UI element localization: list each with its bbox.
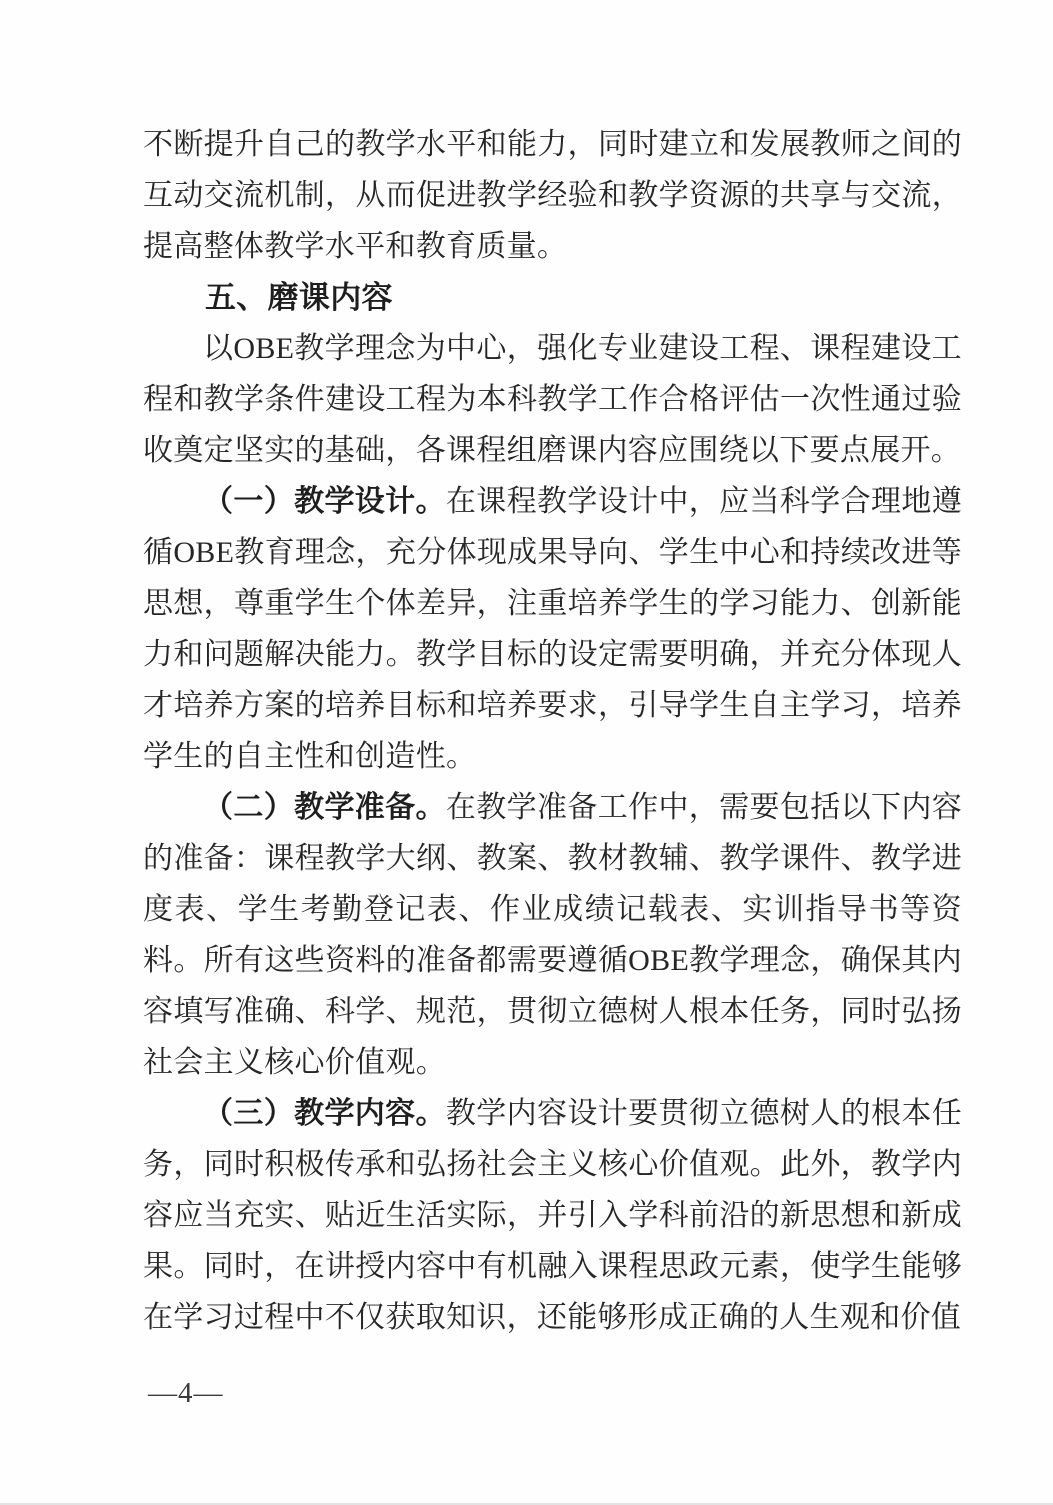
item-2-lead: （二）教学准备。 xyxy=(203,791,446,824)
section-heading: 五、磨课内容 xyxy=(205,280,393,315)
paragraph-continuation: 不断提升自己的教学水平和能力，同时建立和发展教师之间的互动交流机制，从而促进教学经验和教学资源的共享与交流，提高整体教学水平和教育质量。 xyxy=(143,128,962,263)
paragraph-item-1 xyxy=(143,476,962,782)
paragraph-item-3 xyxy=(143,1088,962,1343)
paragraph-item-2 xyxy=(143,782,962,1088)
paragraph-section-intro: 以OBE教学理念为中心，强化专业建设工程、课程建设工程和教学条件建设工程为本科教学工作合格评估一次性通过验收奠定坚实的基础，各课程组磨课内容应围绕以下要点展开。 xyxy=(143,332,962,467)
item-1-body: 在课程教学设计中，应当科学合理地遵循OBE教育理念，充分体现成果导向、学生中心和持续改进等思想，尊重学生个体差异，注重培养学生的学习能力、创新能力和问题解决能力。教学目标的设定需要明确，并充分体现人才培养方案的培养目标和培养要求，引导学生自主学习，培养学生的自主性和创造性。 xyxy=(143,485,962,773)
item-3-body: 教学内容设计要贯彻立德树人的根本任务，同时积极传承和弘扬社会主义核心价值观。此外，教学内容应当充实、贴近生活实际，并引入学科前沿的新思想和新成果。同时，在讲授内容中有机融入课程思政元素，使学生能够在学习过程中不仅获取知识，还能够形成正确的人生观和价值 xyxy=(143,1097,962,1334)
item-1-lead: （一）教学设计。 xyxy=(203,485,446,518)
page-number: —4— xyxy=(148,1377,224,1409)
item-3-lead: （三）教学内容。 xyxy=(203,1097,446,1130)
item-2-body: 在教学准备工作中，需要包括以下内容的准备：课程教学大纲、教案、教材教辅、教学课件、教学进度表、学生考勤登记表、作业成绩记载表、实训指导书等资料。所有这些资料的准备都需要遵循OBE教学理念，确保其内容填写准确、科学、规范，贯彻立德树人根本任务，同时弘扬社会主义核心价值观。 xyxy=(143,791,962,1079)
